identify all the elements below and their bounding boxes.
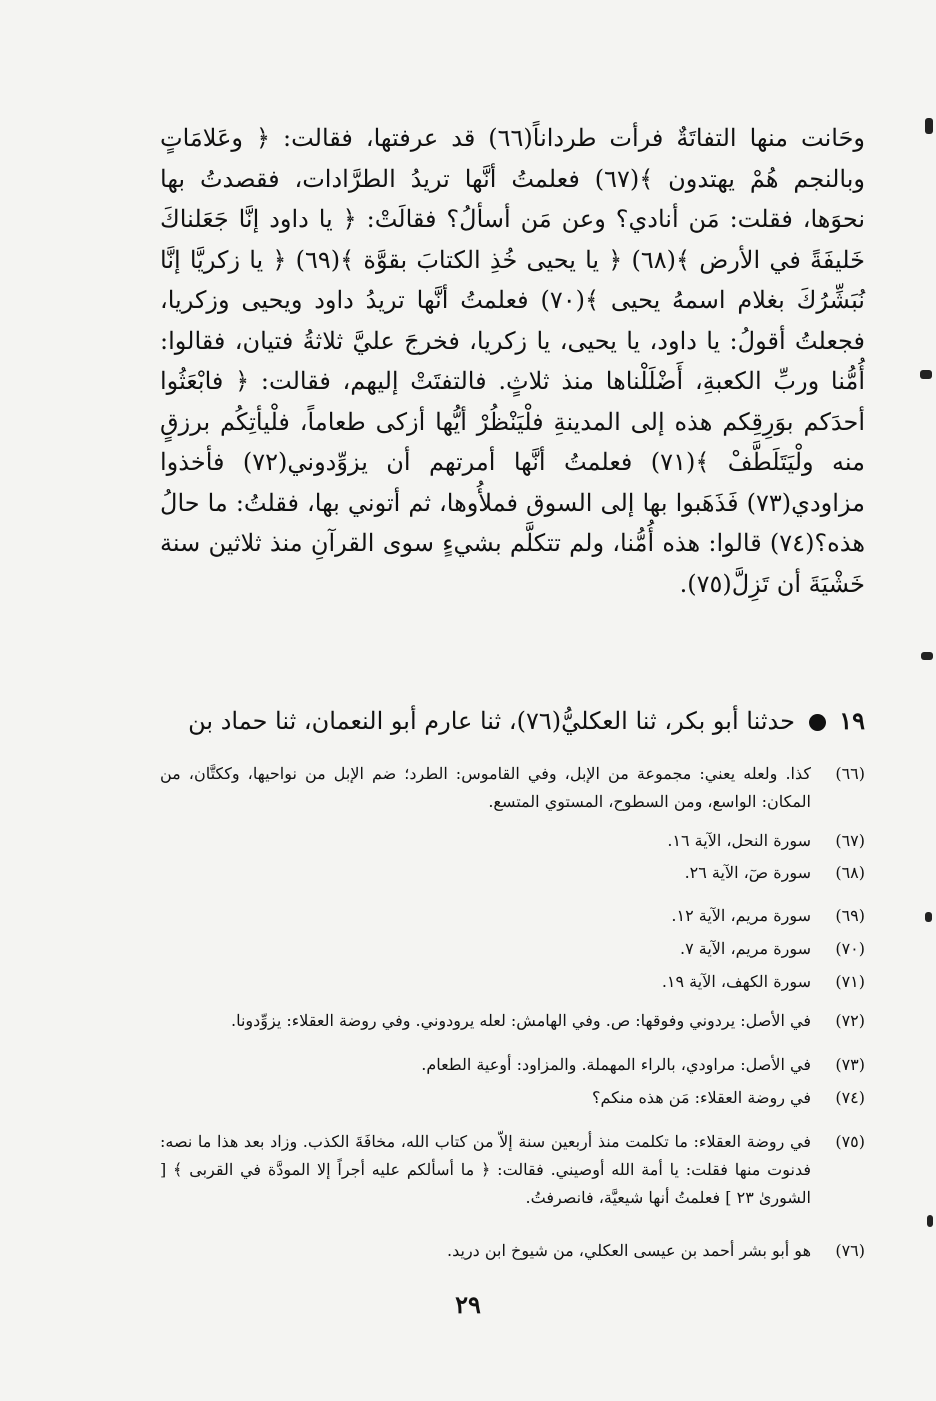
footnote-68 xyxy=(160,859,865,887)
footnote-74 xyxy=(160,1084,865,1112)
footnote-text: في الأصل: يردوني وفوقها: ص. وفي الهامش: لعله يرودوني. وفي روضة العقلاء: يزوِّدونا. xyxy=(231,1011,811,1030)
footnote-text: في روضة العقلاء: ما تكلمت منذ أربعين سنة إلاّ من كتاب الله، مخافَةَ الكذب. وزاد بعد هذا ما نصه: فدنوت منها فقلت: يا أمة الله أوصيني. فقالت: ﴿ ما أسألكم عليه أجراً إلا المودَّة في القربى ﴾ [ الشورىٰ ٢٣ ] فعلمتُ أنها شيعيَّة، فانصرفتُ. xyxy=(160,1132,811,1207)
footnote-number: (٧٣) xyxy=(835,1055,865,1074)
footnote-71 xyxy=(160,968,865,996)
footnote-75 xyxy=(160,1128,865,1212)
footnote-text: في روضة العقلاء: مَن هذه منكم؟ xyxy=(592,1088,811,1107)
hadith-text: حدثنا أبو بكر، ثنا العكليُّ(٧٦)، ثنا عارم أبو النعمان، ثنا حماد بن xyxy=(188,707,795,735)
footnote-number: (٧٦) xyxy=(835,1241,865,1260)
footnote-text: سورة النحل، الآية ١٦. xyxy=(667,831,811,850)
main-paragraph: وحَانت منها التفاتَةٌ فرأت طرداناً(٦٦) قد عرفتها، فقالت: ﴿ وعَلامَاتٍ وبالنجم هُمْ يهتدون ﴾(٦٧) فعلمتُ أنَّها تريدُ الطرَّادات، فقصدتُ بها نحوَها، فقلت: مَن أنادي؟ وعن مَن أسألُ؟ فقالَتْ: ﴿ يا داود إنَّا جَعَلناكَ خَليفَةً في الأرض ﴾(٦٨) ﴿ يا يحيى خُذِ الكتابَ بقوَّة ﴾(٦٩) ﴿ يا زكريَّا إنَّا نُبَشِّرُكَ بغلام اسمهُ يحيى ﴾(٧٠) فعلمتُ أنَّها تريدُ داود ويحيى وزكريا، فجعلتُ أقولُ: يا داود، يا يحيى، يا زكريا، فخرجَ عليَّ ثلاثةُ فتيان، فقالوا: أُمُّنا وربِّ الكعبةِ، أَضْلَلْناها منذ ثلاثٍ. فالتفتَتْ إليهم، فقالت: ﴿ فابْعَثُوا أحدَكم بوَرِقِكم هذه إلى المدينةِ فلْيَنْظُرْ أيُّها أزكى طعاماً، فلْيأتِكُم برزقٍ منه ولْيَتَلَطَّفْ ﴾(٧١) فعلمتُ أنَّها أمرتهم أن يزوِّدوني(٧٢) فأخذوا مزاودي(٧٣) فَذَهَبوا بها إلى السوق فملأُوها، ثم أتوني بها، فقلتُ: ما حالُ هذه؟(٧٤) قالوا: هذه أُمُّنا، ولم تتكلَّم بشيءٍ سوى القرآنِ منذ ثلاثين سنة خَشْيَةَ أن تَزِلَّ(٧٥). xyxy=(160,124,866,598)
footnote-69 xyxy=(160,902,865,930)
hadith-line xyxy=(160,701,865,741)
scan-mark xyxy=(920,370,932,379)
scan-mark xyxy=(921,652,933,660)
footnote-number: (٧٤) xyxy=(835,1088,865,1107)
footnote-number: (٦٦) xyxy=(835,764,865,783)
scan-mark xyxy=(925,912,932,922)
footnote-text: هو أبو بشر أحمد بن عيسى العكلي، من شيوخ ابن دريد. xyxy=(447,1241,811,1260)
footnote-text: سورة صٓ، الآية ٢٦. xyxy=(684,863,811,882)
main-text xyxy=(160,118,865,604)
footnote-number: (٦٩) xyxy=(835,906,865,925)
footnote-number: (٧١) xyxy=(835,972,865,991)
footnote-number: (٧٥) xyxy=(835,1132,865,1151)
footnote-number: (٧٠) xyxy=(835,939,865,958)
hadith-number: ١٩ xyxy=(839,706,865,735)
scan-mark xyxy=(927,1215,933,1227)
footnote-text: سورة مريم، الآية ١٢. xyxy=(671,906,811,925)
footnote-73 xyxy=(160,1051,865,1079)
scan-mark xyxy=(925,118,933,134)
footnote-number: (٦٧) xyxy=(835,831,865,850)
footnote-text: سورة الكهف، الآية ١٩. xyxy=(661,972,811,991)
bullet-icon xyxy=(809,714,826,731)
footnote-text: في الأصل: مراودي، بالراء المهملة. والمزاود: أوعية الطعام. xyxy=(421,1055,811,1074)
footnote-76 xyxy=(160,1237,865,1265)
footnote-67 xyxy=(160,827,865,855)
page-number: ٢٩ xyxy=(455,1290,481,1319)
footnote-number: (٦٨) xyxy=(835,863,865,882)
footnote-70 xyxy=(160,935,865,963)
footnote-72 xyxy=(160,1007,865,1035)
footnote-text: سورة مريم، الآية ٧. xyxy=(680,939,811,958)
footnote-text: كذا. ولعله يعني: مجموعة من الإبل، وفي القاموس: الطرد؛ ضم الإبل من نواحيها، وككتَّان، من المكان: الواسع، ومن السطوح، المستوي المتسع. xyxy=(160,764,811,811)
footnote-number: (٧٢) xyxy=(835,1011,865,1030)
footnote-66 xyxy=(160,760,865,816)
